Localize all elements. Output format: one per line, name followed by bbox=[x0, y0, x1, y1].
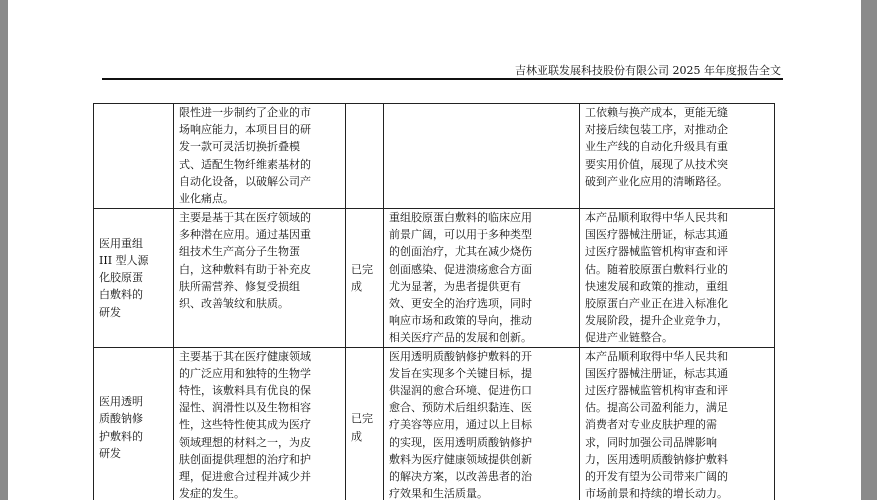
project-purpose: 主要是基于其在医疗领域的 多种潜在应用。通过基因重 组技术生产高分子生物蛋 白，这种敷料有助于补充皮 肤所需营养、修复受损组 织、改善皱纹和肤质。 bbox=[179, 211, 311, 311]
project-name: 医用透明 质酸钠修 护敷料的 研发 bbox=[99, 395, 143, 460]
project-impact: 工依赖与换产成本，更能无缝 对接后续包装工序，对推动企 业生产线的自动化升级具有重 要实用价值，展现了从技术突 破到产业化应用的清晰路径。 bbox=[585, 106, 728, 188]
project-goal-cell bbox=[384, 104, 580, 209]
table-row bbox=[94, 209, 775, 348]
project-impact-cell bbox=[580, 104, 775, 209]
document-page bbox=[8, 0, 861, 500]
project-status-cell bbox=[346, 347, 384, 500]
project-name-cell bbox=[94, 104, 174, 209]
project-purpose-cell bbox=[174, 209, 346, 348]
project-purpose: 主要基于其在医疗健康领域 的广泛应用和独特的生物学 特性，该敷料具有优良的保 湿性、润滑性以及生物相容 性，这些特性使其成为医疗 领域理想的材料之一，为皮 肤创面提供理想的治疗和护 理，促进愈合过程并减少并 发症的发生。 bbox=[179, 349, 311, 500]
header-divider bbox=[102, 78, 783, 80]
rd-projects-table bbox=[93, 103, 775, 500]
project-status: 已完 成 bbox=[351, 262, 373, 293]
project-purpose-cell bbox=[174, 104, 346, 209]
table-row bbox=[94, 104, 775, 209]
project-impact-cell bbox=[580, 209, 775, 348]
project-status-cell bbox=[346, 104, 384, 209]
project-purpose: 限性进一步制约了企业的市 场响应能力，本项目目的研 发一款可灵活切换折叠模 式、适配生物纤维素基材的 自动化设备，以破解公司产 业化痛点。 bbox=[179, 106, 311, 206]
table-row bbox=[94, 347, 775, 500]
project-goal-cell bbox=[384, 347, 580, 500]
project-impact-cell bbox=[580, 347, 775, 500]
project-goal: 重组胶原蛋白敷料的临床应用 前景广阔，可以用于多种类型 的创面治疗，尤其在减少烧伤 创面感染、促进溃疡愈合方面 尤为显著，为患者提供更有 效、更安全的治疗选项，同时 响应市场和政策的导向，推动 相关医疗产品的发展和创新。 bbox=[389, 211, 532, 345]
project-name-cell bbox=[94, 347, 174, 500]
project-name: 医用重组 III 型人源 化胶原蛋 白敷料的 研发 bbox=[99, 236, 149, 319]
project-impact: 本产品顺利取得中华人民共和 国医疗器械注册证，标志其通 过医疗器械监管机构审查和评 估。提高公司盈利能力，满足 消费者对专业皮肤护理的需 求，同时加强公司品牌影响 力，医用透明质酸钠修护敷料 的开发有望为公司带来广阔的 市场前景和持续的增长动力。 bbox=[585, 349, 728, 500]
project-status-cell bbox=[346, 209, 384, 348]
report-header-title: 吉林亚联发展科技股份有限公司 2025 年年度报告全文 bbox=[515, 64, 781, 77]
project-name-cell bbox=[94, 209, 174, 348]
project-goal: 医用透明质酸钠修护敷料的开 发旨在实现多个关键目标，提 供湿润的愈合环境、促进伤口 愈合、预防术后组织黏连、医 疗美容等应用，通过以上目标 的实现，医用透明质酸钠修护 敷料为医疗健康领域提供创新 的解决方案，以改善患者的治 疗效果和生活质量。 bbox=[389, 349, 532, 500]
project-goal-cell bbox=[384, 209, 580, 348]
project-status: 已完 成 bbox=[351, 412, 373, 443]
project-purpose-cell bbox=[174, 347, 346, 500]
project-impact: 本产品顺利取得中华人民共和 国医疗器械注册证，标志其通 过医疗器械监管机构审查和评 估。随着胶原蛋白敷料行业的 快速发展和政策的推动，重组 胶原蛋白产业正在进入标准化 发展阶段，提升企业竞争力， 促进产业链整合。 bbox=[585, 211, 728, 345]
